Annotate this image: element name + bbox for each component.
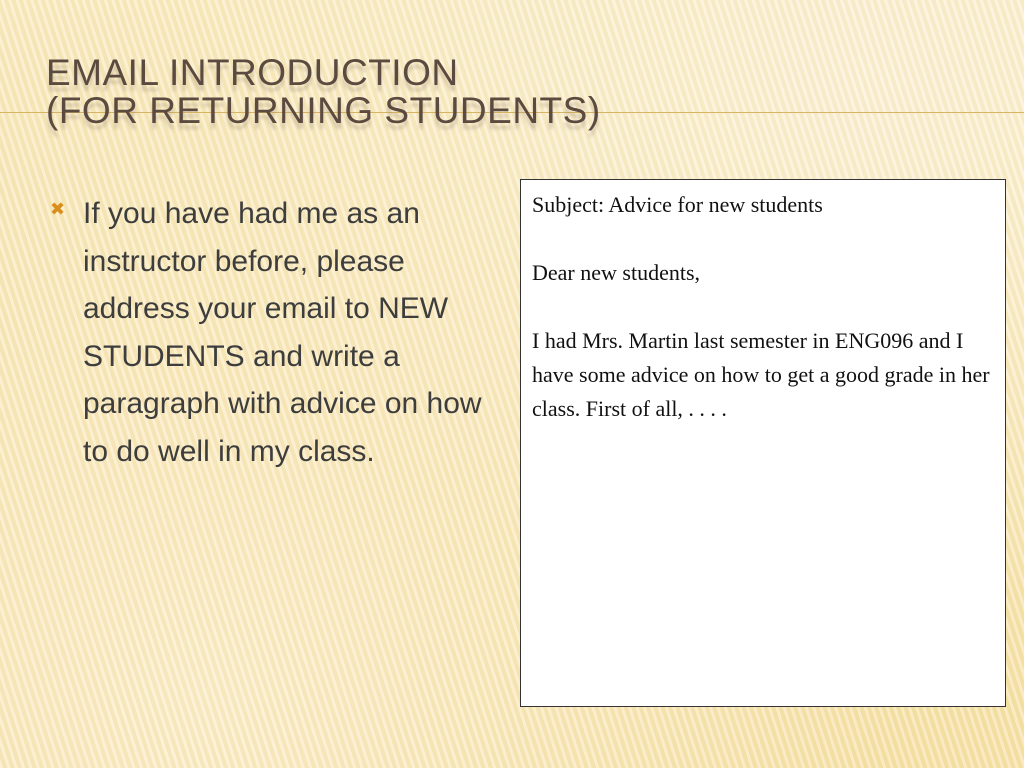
bullet-list <box>50 190 490 475</box>
bullet-text: If you have had me as an instructor before, please address your email to NEW STUDENTS and write a paragraph with advice on how to do well in my class. <box>83 197 482 468</box>
bullet-marker-icon: ✖ <box>50 199 66 219</box>
email-body: I had Mrs. Martin last semester in ENG096 and I have some advice on how to get a good grade in her class. First of all, . . . . <box>532 328 990 421</box>
email-subject: Subject: Advice for new students <box>532 192 823 217</box>
email-example-box <box>520 179 1006 707</box>
slide-title <box>46 54 601 130</box>
title-line-2: (FOR RETURNING STUDENTS) <box>46 90 601 131</box>
email-greeting: Dear new students, <box>532 260 701 285</box>
title-line-1: EMAIL INTRODUCTION <box>46 52 459 93</box>
